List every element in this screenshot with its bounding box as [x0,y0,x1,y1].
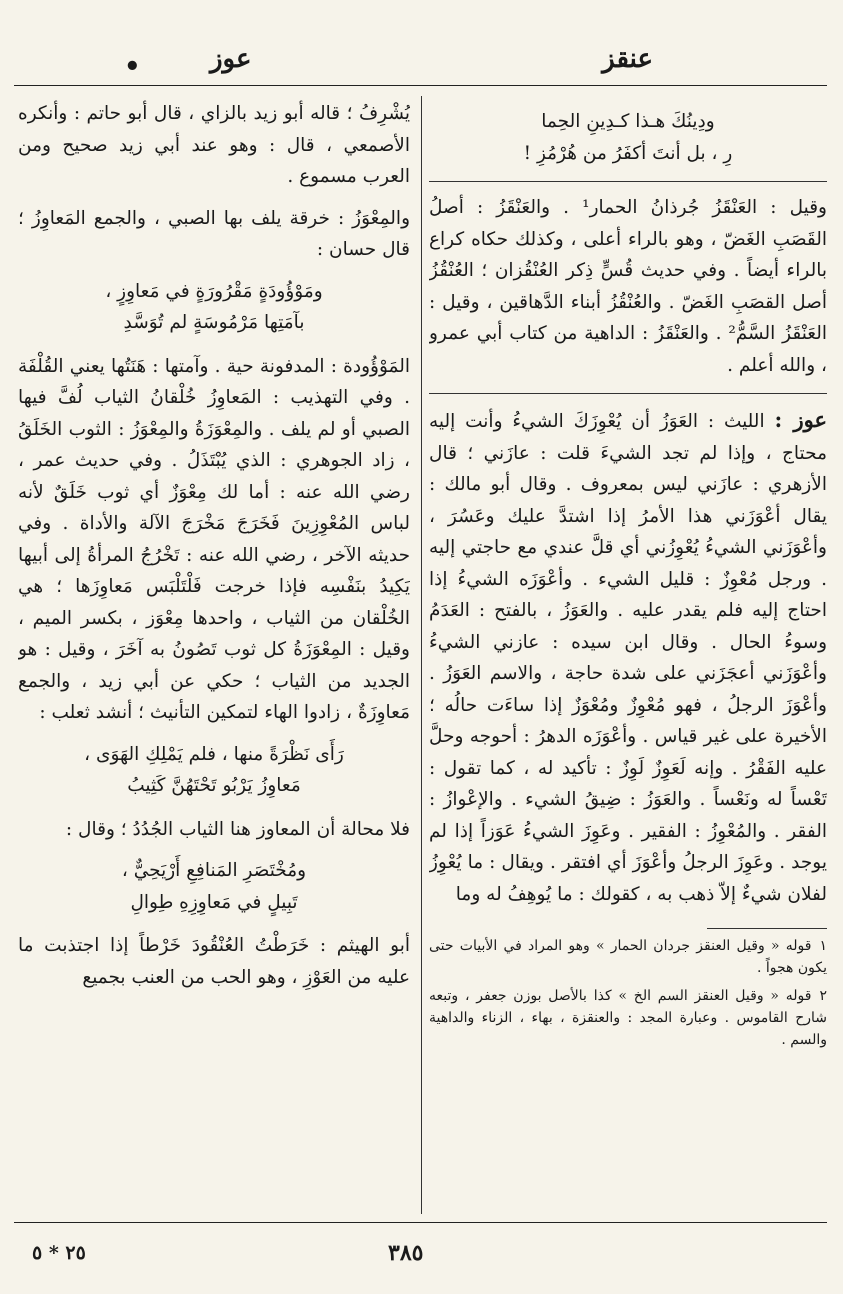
footnote [429,935,827,979]
verse-line: ومُخْتَصَرِ المَنافِعِ أَرْيَحِيٌّ ، [121,860,307,881]
paragraph: فلا محالة أن المعاوز هنا الثياب الجُدُدُ ؛ وقال : [65,818,410,840]
verse-line: ودِينُكَ هـذا كـدِينِ الحِما [541,111,715,132]
paragraph: أبو الهيثم : خَرَطْتُ العُنْقُودَ خَرْطاً إذا اجتذبت ما عليه من العَوْزِ ، وهو الحب من العنب بجميع [18,935,410,988]
section-rule [429,181,827,182]
entry-headword: عوز : [774,407,827,432]
page-number: ٣٨٥ [388,1240,424,1266]
footnote-text: قوله « وقيل العنقز السم الخ » كذا بالأصل بوزن جعفر ، وتبعه شارح القاموس . وعبارة المجد : والعنقزة ، بهاء ، الزناء والداهية والسم . [429,988,827,1048]
header-rule [14,85,827,86]
right-column [429,98,827,1214]
verse-line: تَبِيلٍ في مَعاوِزِهِ طِوالِ [130,891,298,913]
section-rule [429,393,827,394]
verse-line: رَأَى نَظْرَةً منها ، فلم يَمْلِكِ الهَوَى ، [84,743,344,765]
verse-line: بآمَتِها مَرْمُوسَةٍ لم تُوَسَّدِ [123,312,305,333]
entry-text: الليث : العَوَزُ أن يُعْوِزَكَ الشيءُ وأنت إليه محتاج ، وإذا لم تجد الشيءَ قلت : عازَني ؛ قال الأزهري : عازَني ليس بمعروف . وقال أبو مالك : يقال أعْوَزَني هذا الأمرُ إذا اشتدَّ عليك وعَسُرَ ، وأعْوَزَني الشيءُ يُعْوِزُني أي قلَّ عندي مع حاجتي إليه . ورجل مُعْوِزٌ : قليل الشيء . وأعْوَزَه الشيءُ إذا احتاج إليه فلم يقدر عليه . والعَوَزُ ، بالفتح : العَدَمُ وسوءُ الحال . وقال ابن سيده : عازني الشيءُ وأعْوَزَني أعجَزَني على شدة حاجة ، والاسم العَوَزُ . وأعْوَزَ الرجلُ ، فهو مُعْوِزٌ ومُعْوَزٌ إذا ساءَت حالُه ؛ الأخيرة على غير قياس . وأعْوَزَه الدهرُ : أحوجه وحلَّ عليه الفَقْرُ . وإنه لَعَوِزٌ لَوِزٌ : تأكيد له ، كما تقول : تَعْساً له ونَعْساً . والعَوَزُ : ضِيقُ الشيء . والإعْوازُ : الفقر . والمُعْوِزُ : الفقير . وعَوِزَ الشيءُ عَوَزاً إذا لم يوجد . وعَوِزَ الرجلُ وأعْوَزَ أي افتقر . ويقال : ما يُعْوِزُ لفلان شيءٌ إلاّ ذهب به ، كقولك : ما يُوهِفُ له وما [429,411,827,905]
verse-line: مَعاوِزُ يَرْبُو تَحْتَهُنَّ كَثِيبُ [127,775,301,796]
verse-line: رِ ، بل أنتَ أكفَرُ من هُرْمُزِ ! [523,142,733,164]
verse-block [429,106,827,169]
footnote-number: ٢ [819,988,827,1004]
signature-mark: ٢٥ * ٥ [32,1242,86,1264]
column-divider [421,96,422,1214]
verse-block [18,739,410,802]
footnote-text: قوله « وقيل العنقز جردان الحمار » وهو المراد في الأبيات حتى يكون هجواً . [429,938,827,976]
paragraph: وقيل : العَنْقَزُ جُرذانُ الحمار¹ . والعَنْقَزُ : أصلُ القَصَبِ الغَضّ ، وهو بالراء أعلى ، وكذلك حكاه كراع بالراء أيضاً . وفي حديث قُسٍّ ذِكر العُنْقُزان ؛ العُنْقُزُ أصل القصَبِ الغَضّ . والعُنْقُزُ أبناء الدَّهاقين ، وقيل : العَنْقَزُ السَّمُّ² . والعَنْقَزُ : الداهية من كتاب أبي عمرو ، والله أعلم . [429,197,827,376]
left-column [18,98,410,1214]
verse-line: ومَوْؤُودَةٍ مَقْرُورَةٍ في مَعاوِزٍ ، [105,280,323,302]
paragraph: والمِعْوَزُ : خرقة يلف بها الصبي ، والجمع المَعاوِزُ ؛ قال حسان : [18,207,410,260]
paragraph: يُشْرِفُ ؛ قاله أبو زيد بالزاي ، قال أبو حاتم : وأنكره الأصمعي ، قال : وهو عند أبي زيد صحيح ومن العرب مسموع . [18,103,410,187]
footer-rule [14,1222,827,1223]
running-head-right: عنقز [602,44,653,74]
running-head-left: عوز [210,44,252,74]
footnote-number: ١ [819,938,827,954]
footnote [429,985,827,1051]
verse-block [18,855,410,918]
entry-paragraph [429,404,827,910]
footnote-rule [707,928,827,929]
paragraph: المَوْؤُودة : المدفونة حية . وآمتها : هَنَتُها يعني القُلْفَة . وفي التهذيب : المَعاوِزُ خُلْقانُ الثياب لُفَّ فيها الصبي أو لم يلف . والمِعْوَزَةُ والمِعْوَزُ : الثوب الخَلَقُ ، زاد الجوهري : الذي يُبْتَذَلُ . وفي حديث عمر ، رضي الله عنه : أما لك مِعْوَزٌ أي ثوب خَلَقٌ لأنه لباس المُعْوِزِينَ فَخَرَجَ مَخْرَجَ الآلة والأداة . وفي حديثه الآخر ، رضي الله عنه : تَخْرُجُ المرأةُ إلى أبيها يَكِيدُ بنَفْسِه فإذا خرجت فَلْتَلْبَس مَعاوِزَها ؛ هي الخُلْقان من الثياب ، واحدها مِعْوَز ، بكسر الميم ، وقيل : المِعْوَزَةُ كل ثوب تَصُونُ به آخَرَ ، وقيل : هو الجديد من الثياب ؛ حكي عن أبي زيد ، والجمع مَعاوِزَةٌ ، زادوا الهاء لتمكين التأنيث ؛ أنشد ثعلب : [18,355,410,723]
verse-block [18,276,410,339]
running-head-mark: • [124,52,141,82]
